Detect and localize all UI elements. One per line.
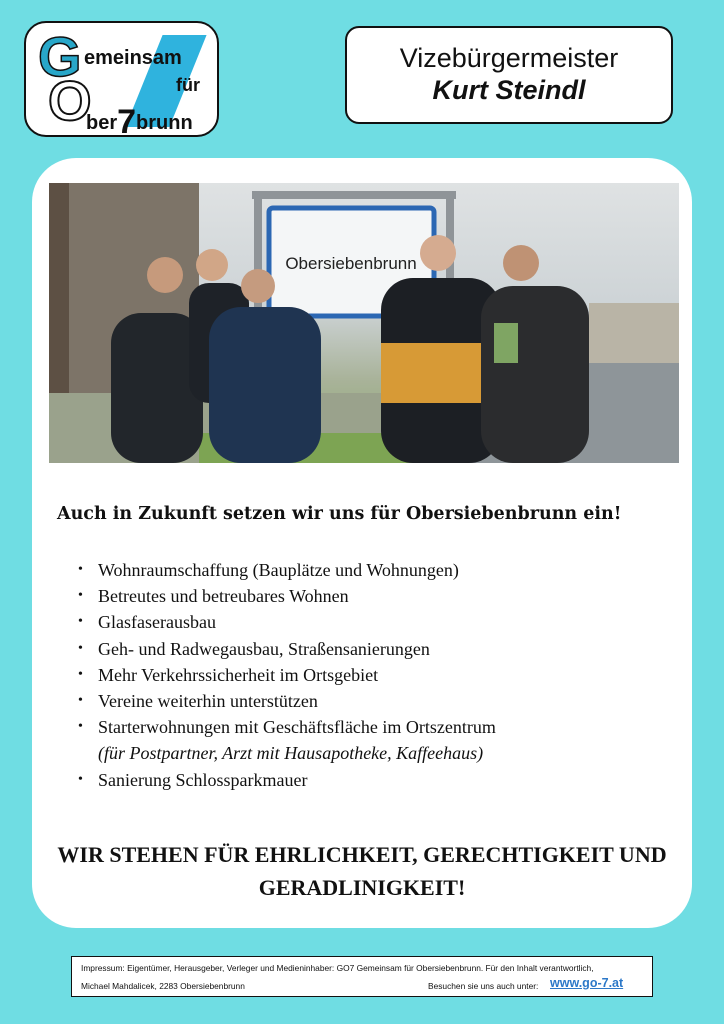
- list-item: • Vereine weiterhin unterstützen: [78, 688, 678, 714]
- person-3-head: [241, 269, 275, 303]
- person-3: [209, 307, 321, 463]
- list-item: • Glasfaserausbau: [78, 609, 678, 635]
- list-item-text: Starterwohnungen mit Geschäftsfläche im Ortszentrum: [98, 717, 496, 738]
- group-photo: [49, 183, 679, 463]
- list-item: • Wohnraumschaffung (Bauplätze und Wohnungen): [78, 557, 678, 583]
- sign-frame-top: [252, 191, 456, 199]
- list-item-with-note: [78, 714, 678, 766]
- logo-digit-seven: 7: [117, 103, 137, 137]
- person-5-jacket-patch: [494, 323, 518, 363]
- candidate-name: Kurt Steindl: [432, 75, 586, 105]
- slogan-line-2: GERADLINIGKEIT!: [258, 875, 466, 900]
- town-sign-text: Obersiebenbrunn: [285, 254, 417, 273]
- imprint-line-2: Michael Mahdalicek, 2283 Obersiebenbrunn: [81, 981, 245, 991]
- logo-letter-o: O: [48, 69, 92, 132]
- slogan-line-1: WIR STEHEN FÜR EHRLICHKEIT, GERECHTIGKEIT UND: [57, 842, 667, 867]
- candidate-role: Vizebürgermeister: [399, 43, 619, 73]
- person-4-head: [420, 235, 456, 271]
- list-item: • Betreutes und betreubares Wohnen: [78, 583, 678, 609]
- list-item: • Geh- und Radwegausbau, Straßensanierungen: [78, 636, 678, 662]
- person-2-head: [196, 249, 228, 281]
- imprint-line-1: Impressum: Eigentümer, Herausgeber, Verleger und Medieninhaber: GO7 Gemeinsam für Obersiebenbrunn. Für den Inhalt verantwortlich,: [81, 963, 594, 973]
- party-logo: [24, 21, 219, 137]
- program-headline: Auch in Zukunft setzen wir uns für Obersiebenbrunn ein!: [57, 504, 622, 524]
- logo-word3-prefix: ber: [86, 112, 118, 134]
- list-item: • Mehr Verkehrssicherheit im Ortsgebiet: [78, 662, 678, 688]
- website-link[interactable]: www.go-7.at: [550, 976, 624, 990]
- visit-label: Besuchen sie uns auch unter:: [428, 981, 539, 991]
- group-photo-illustration: [49, 183, 679, 463]
- background-house: [589, 303, 679, 373]
- person-1-head: [147, 257, 183, 293]
- logo-word-obersiebenbrunn: [86, 99, 193, 137]
- program-list: [78, 557, 678, 793]
- logo-word3-suffix: brunn: [136, 112, 193, 134]
- person-5: [481, 286, 589, 463]
- logo-word-gemeinsam: emeinsam: [84, 47, 182, 69]
- logo-word-fuer: für: [176, 75, 200, 95]
- imprint-footer: [71, 956, 653, 997]
- candidate-box: [345, 26, 673, 124]
- list-item: • Sanierung Schlossparkmauer: [78, 767, 678, 793]
- person-5-head: [503, 245, 539, 281]
- slogan: [40, 838, 684, 904]
- logo-letter-g: G: [38, 25, 82, 88]
- list-item-subnote: (für Postpartner, Arzt mit Hausapotheke, Kaffeehaus): [98, 743, 484, 764]
